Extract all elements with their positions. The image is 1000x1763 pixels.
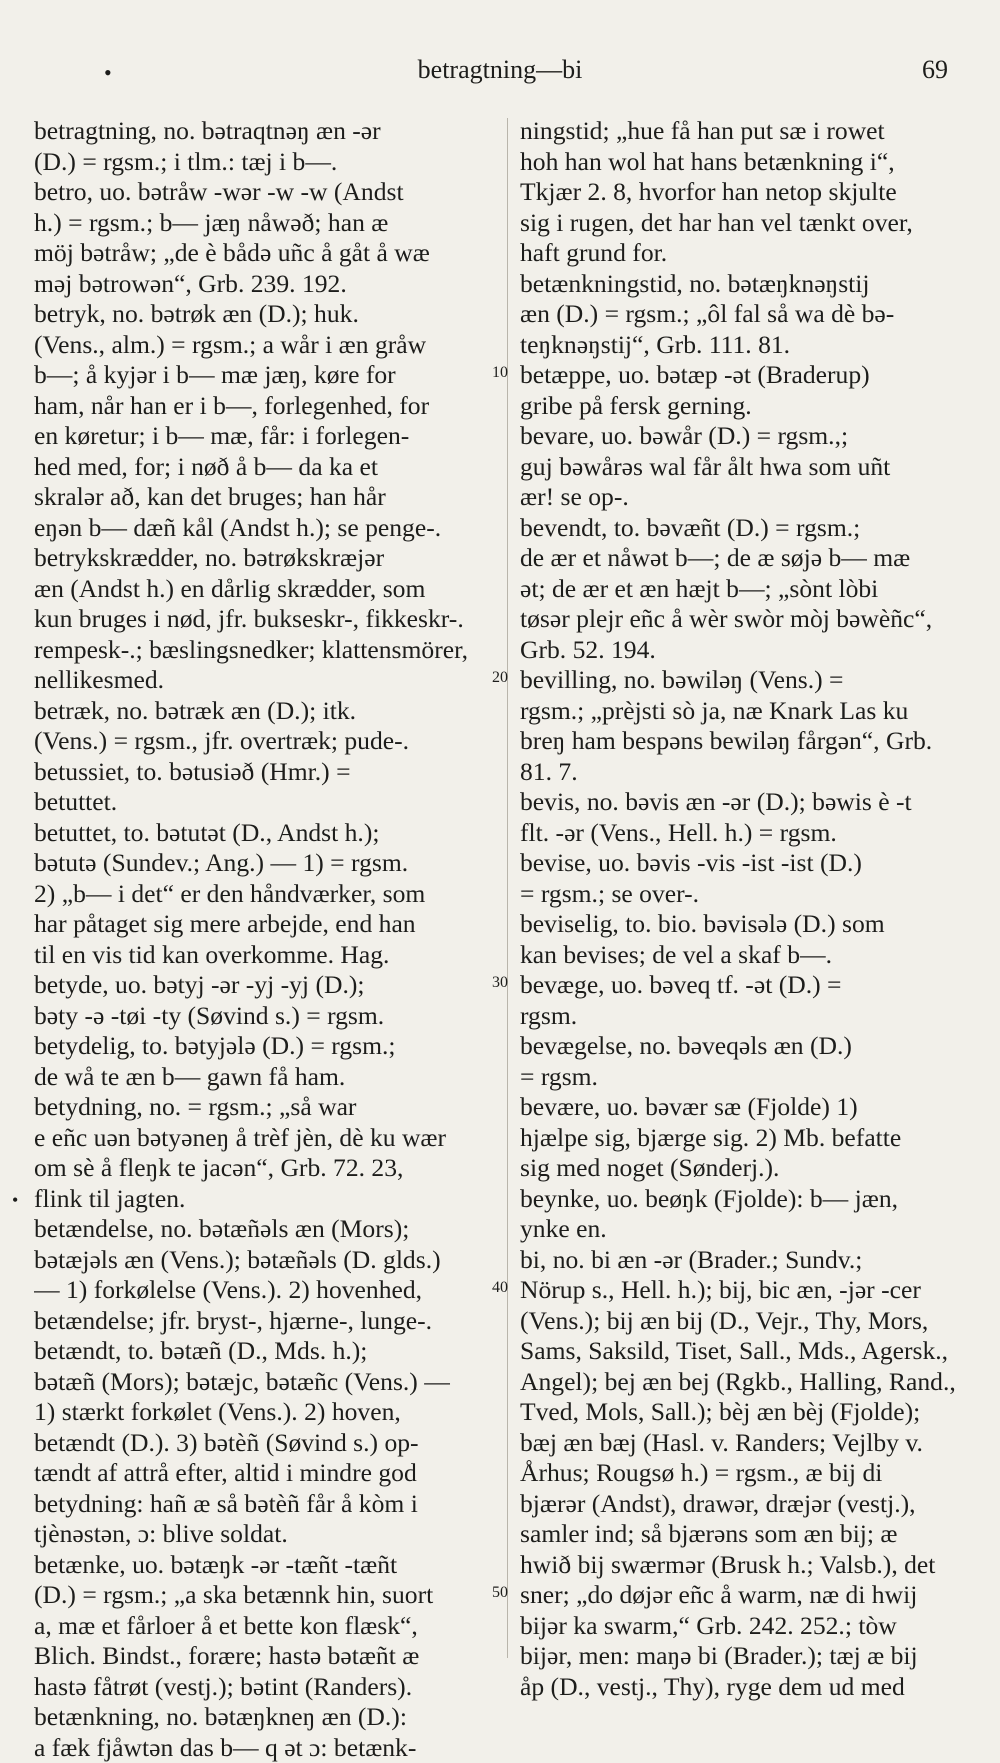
entry-line: bevare, uo. bəwår (D.) = rgsm.,;: [520, 421, 966, 452]
entry-line: betændelse, no. bətæñəls æn (Mors);: [34, 1214, 504, 1245]
entry-line: a, mæ et fårloer å et bette kon flæsk“,: [34, 1611, 504, 1642]
entry-line: betydning: hañ æ så bətèñ får å kòm i: [34, 1489, 504, 1520]
entry-line: betydelig, to. bətyjələ (D.) = rgsm.;: [34, 1031, 504, 1062]
entry-line: betæppe, uo. bətæp -ət (Braderup): [520, 360, 966, 391]
top-bullet-mark: •: [104, 60, 112, 86]
entry-line: Nörup s., Hell. h.); bij, bic æn, -jər -cer: [520, 1275, 966, 1306]
entry-line: betænke, uo. bətæŋk -ər -tæñt -tæñt: [34, 1550, 504, 1581]
entry-line: guj bəwårəs wal får ålt hwa som uñt: [520, 452, 966, 483]
entry-line: samler ind; så bjærəns som æn bij; æ: [520, 1519, 966, 1550]
entry-line: Angel); bej æn bej (Rgkb., Halling, Rand.,: [520, 1367, 966, 1398]
entry-line: bijər, men: maŋə bi (Brader.); tæj æ bij: [520, 1641, 966, 1672]
entry-line: beviselig, to. bio. bəvisələ (D.) som: [520, 909, 966, 940]
entry-line: teŋknəŋstij“, Grb. 111. 81.: [520, 330, 966, 361]
entry-line: bətutə (Sundev.; Ang.) — 1) = rgsm.: [34, 848, 504, 879]
entry-line: betyde, uo. bətyj -ər -yj -yj (D.);: [34, 970, 504, 1001]
entry-line: Århus; Rougsø h.) = rgsm., æ bij di: [520, 1458, 966, 1489]
entry-line: bətæjəls æn (Vens.); bətæñəls (D. glds.): [34, 1245, 504, 1276]
entry-line: æn (D.) = rgsm.; „ôl fal så wa dè bə-: [520, 299, 966, 330]
entry-line: bi, no. bi æn -ər (Brader.; Sundv.;: [520, 1245, 966, 1276]
entry-line: tøsər plejr eñc å wèr swòr mòj bəwèñc“,: [520, 604, 966, 635]
entry-line: betrykskrædder, no. bətrøkskræjər: [34, 543, 504, 574]
entry-line: ynke en.: [520, 1214, 966, 1245]
entry-line: Blich. Bindst., forære; hastə bətæñt æ: [34, 1641, 504, 1672]
entry-line: kun bruges i nød, jfr. bukseskr-, fikkeskr-.: [34, 604, 504, 635]
entry-line: h.) = rgsm.; b— jæŋ nåwəð; han æ: [34, 208, 504, 239]
entry-line: sner; „do døjər eñc å warm, næ di hwij: [520, 1580, 966, 1611]
entry-line: bevægelse, no. bəveqəls æn (D.): [520, 1031, 966, 1062]
left-column: [34, 116, 504, 1763]
entry-line: ningstid; „hue få han put sæ i rowet: [520, 116, 966, 147]
entry-line: məj bətrowən“, Grb. 239. 192.: [34, 269, 504, 300]
page-number: 69: [922, 55, 948, 85]
entry-line: betændelse; jfr. bryst-, hjærne-, lunge-.: [34, 1306, 504, 1337]
entry-line: haft grund for.: [520, 238, 966, 269]
entry-line: betryk, no. bətrøk æn (D.); huk.: [34, 299, 504, 330]
entry-line: flt. -ər (Vens., Hell. h.) = rgsm.: [520, 818, 966, 849]
entry-line: rempesk-.; bæslingsnedker; klattensmörer,: [34, 635, 504, 666]
running-header: betragtning—bi: [0, 55, 1000, 85]
entry-line: (Vens.); bij æn bij (D., Vejr., Thy, Mors,: [520, 1306, 966, 1337]
entry-line: de ær et nåwət b—; de æ søjə b— mæ: [520, 543, 966, 574]
entry-line: (D.) = rgsm.; „a ska betænnk hin, suort: [34, 1580, 504, 1611]
entry-line: (Vens.) = rgsm., jfr. overtræk; pude-.: [34, 726, 504, 757]
entry-line: rgsm.; „prèjsti sò ja, næ Knark Las ku: [520, 696, 966, 727]
entry-line: bijər ka swarm,“ Grb. 242. 252.; tòw: [520, 1611, 966, 1642]
entry-line: hed med, for; i nøð å b— da ka et: [34, 452, 504, 483]
entry-line: betuttet.: [34, 787, 504, 818]
entry-line: tændt af attrå efter, altid i mindre god: [34, 1458, 504, 1489]
entry-line: betuttet, to. bətutət (D., Andst h.);: [34, 818, 504, 849]
line-number-40: 40: [492, 1279, 508, 1297]
entry-line: åp (D., vestj., Thy), ryge dem ud med: [520, 1672, 966, 1703]
entry-line: bevis, no. bəvis æn -ər (D.); bəwis è -t: [520, 787, 966, 818]
entry-line: (Vens., alm.) = rgsm.; a wår i æn gråw: [34, 330, 504, 361]
entry-line: har påtaget sig mere arbejde, end han: [34, 909, 504, 940]
entry-line: betændt (D.). 3) bətèñ (Søvind s.) op-: [34, 1428, 504, 1459]
entry-line: betydning, no. = rgsm.; „så war: [34, 1092, 504, 1123]
line-number-10: 10: [492, 364, 508, 382]
entry-line: bətæñ (Mors); bətæjc, bətæñc (Vens.) —: [34, 1367, 504, 1398]
entry-line: betragtning, no. bətraqtnəŋ æn -ər: [34, 116, 504, 147]
column-divider: [507, 118, 508, 1658]
entry-line: nellikesmed.: [34, 665, 504, 696]
entry-line: eŋən b— dæñ kål (Andst h.); se penge-.: [34, 513, 504, 544]
entry-line: hoh han wol hat hans betænkning i“,: [520, 147, 966, 178]
entry-line: 81. 7.: [520, 757, 966, 788]
entry-line: sig med noget (Sønderj.).: [520, 1153, 966, 1184]
entry-line: breŋ ham bespəns bewiləŋ fårgən“, Grb.: [520, 726, 966, 757]
entry-line: gribe på fersk gerning.: [520, 391, 966, 422]
entry-line: ham, når han er i b—, forlegenhed, for: [34, 391, 504, 422]
entry-line: 2) „b— i det“ er den håndværker, som: [34, 879, 504, 910]
entry-line: æn (Andst h.) en dårlig skrædder, som: [34, 574, 504, 605]
entry-line: betænkningstid, no. bətæŋknəŋstij: [520, 269, 966, 300]
entry-line: b—; å kyjər i b— mæ jæŋ, køre for: [34, 360, 504, 391]
entry-line: Tved, Mols, Sall.); bèj æn bèj (Fjolde);: [520, 1397, 966, 1428]
entry-line: de wå te æn b— gawn få ham.: [34, 1062, 504, 1093]
entry-line: möj bətråw; „de è bådə uñc å gåt å wæ: [34, 238, 504, 269]
line-number-50: 50: [492, 1584, 508, 1602]
entry-line: — 1) forkølelse (Vens.). 2) hovenhed,: [34, 1275, 504, 1306]
entry-line: beynke, uo. beøŋk (Fjolde): b— jæn,: [520, 1184, 966, 1215]
entry-line: betussiet, to. bətusiəð (Hmr.) =: [34, 757, 504, 788]
margin-bullet-mark: •: [12, 1190, 18, 1211]
entry-line: hwið bij swærmər (Brusk h.; Valsb.), det: [520, 1550, 966, 1581]
entry-line: betro, uo. bətråw -wər -w -w (Andst: [34, 177, 504, 208]
entry-line: bæj æn bæj (Hasl. v. Randers; Vejlby v.: [520, 1428, 966, 1459]
entry-line: hjælpe sig, bjærge sig. 2) Mb. befatte: [520, 1123, 966, 1154]
entry-line: ət; de ær et æn hæjt b—; „sònt lòbi: [520, 574, 966, 605]
entry-line: rgsm.: [520, 1001, 966, 1032]
entry-line: (D.) = rgsm.; i tlm.: tæj i b—.: [34, 147, 504, 178]
entry-line: flink til jagten.: [34, 1184, 504, 1215]
line-number-30: 30: [492, 974, 508, 992]
entry-line: tjènəstən, ɔ: blive soldat.: [34, 1519, 504, 1550]
entry-line: til en vis tid kan overkomme. Hag.: [34, 940, 504, 971]
entry-line: betændt, to. bətæñ (D., Mds. h.);: [34, 1336, 504, 1367]
entry-line: bevise, uo. bəvis -vis -ist -ist (D.): [520, 848, 966, 879]
entry-line: en køretur; i b— mæ, får: i forlegen-: [34, 421, 504, 452]
entry-line: sig i rugen, det har han vel tænkt over,: [520, 208, 966, 239]
entry-line: hastə fåtrøt (vestj.); bətint (Randers).: [34, 1672, 504, 1703]
entry-line: 1) stærkt forkølet (Vens.). 2) hoven,: [34, 1397, 504, 1428]
entry-line: bəty -ə -tøi -ty (Søvind s.) = rgsm.: [34, 1001, 504, 1032]
entry-line: = rgsm.; se over-.: [520, 879, 966, 910]
entry-line: bevære, uo. bəvær sæ (Fjolde) 1): [520, 1092, 966, 1123]
entry-line: betænkning, no. bətæŋkneŋ æn (D.):: [34, 1702, 504, 1733]
entry-line: Sams, Saksild, Tiset, Sall., Mds., Agersk.,: [520, 1336, 966, 1367]
entry-line: bevilling, no. bəwiləŋ (Vens.) =: [520, 665, 966, 696]
entry-line: = rgsm.: [520, 1062, 966, 1093]
entry-line: bjærər (Andst), drawər, dræjər (vestj.),: [520, 1489, 966, 1520]
entry-line: kan bevises; de vel a skaf b—.: [520, 940, 966, 971]
right-column: [520, 116, 966, 1702]
entry-line: ær! se op-.: [520, 482, 966, 513]
entry-line: Tkjær 2. 8, hvorfor han netop skjulte: [520, 177, 966, 208]
entry-line: bevæge, uo. bəveq tf. -ət (D.) =: [520, 970, 966, 1001]
entry-line: skralər að, kan det bruges; han hår: [34, 482, 504, 513]
entry-line: betræk, no. bətræk æn (D.); itk.: [34, 696, 504, 727]
line-number-20: 20: [492, 669, 508, 687]
entry-line: Grb. 52. 194.: [520, 635, 966, 666]
entry-line: a fæk fjåwtən das b— q ət ɔ: betænk-: [34, 1733, 504, 1763]
entry-line: om sè å fleŋk te jacən“, Grb. 72. 23,: [34, 1153, 504, 1184]
entry-line: e eñc uən bətyəneŋ å trèf jèn, dè ku wær: [34, 1123, 504, 1154]
entry-line: bevendt, to. bəvæñt (D.) = rgsm.;: [520, 513, 966, 544]
